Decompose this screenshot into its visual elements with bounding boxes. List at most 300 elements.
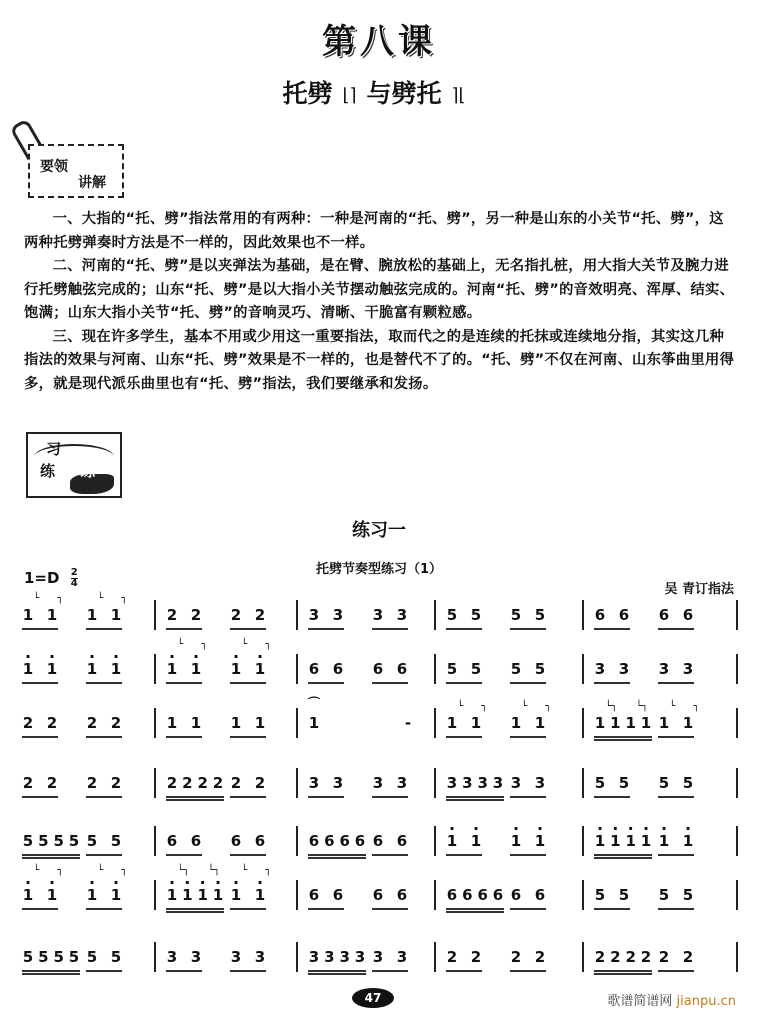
beam-underline: [166, 628, 202, 630]
tuo-pi-mark-icon: └: [177, 639, 184, 650]
beam-underline: [308, 908, 344, 910]
score-row: [22, 639, 738, 690]
beam-underline: [86, 970, 122, 972]
note: · 1 └: [230, 660, 242, 686]
note: · 1: [46, 660, 58, 686]
note: 2: [197, 774, 208, 792]
note: · 1: [110, 660, 122, 686]
note-group: [446, 948, 482, 974]
note: 6: [230, 832, 242, 850]
note: 5: [470, 660, 482, 678]
paragraph-1: 一、大指的“托、劈”指法常用的有两种：一种是河南的“托、劈”，另一种是山东的小关节“托、劈”，这两种托劈弹奏时方法是不一样的，因此效果也不一样。: [24, 211, 724, 251]
note-group: [510, 832, 546, 858]
note-group: [446, 701, 488, 740]
note: 2: [254, 606, 266, 624]
note: · 1 └: [22, 886, 34, 912]
note: 2: [594, 948, 606, 966]
note-group: [166, 639, 208, 686]
note: 3: [190, 948, 202, 966]
note-group: [230, 865, 272, 912]
note: 3: [332, 606, 344, 624]
note: 2: [166, 606, 178, 624]
beam-underline: [166, 854, 202, 856]
note: 6: [618, 606, 630, 624]
note: 6: [396, 832, 408, 850]
beam-underline-double: [22, 973, 80, 975]
beam-underline-double: [446, 911, 504, 913]
note: · 1 ┐: [190, 660, 202, 686]
beam-underline: [308, 628, 344, 630]
beam-underline: [86, 796, 122, 798]
exercise-title: 练习一: [352, 520, 406, 541]
score-row: [22, 865, 738, 916]
note: 6: [190, 832, 202, 850]
note-group: [308, 886, 344, 912]
note: 1 ┐: [470, 701, 488, 732]
tuo-pi-mark-icon: └: [241, 639, 248, 650]
beam-underline: [372, 682, 408, 684]
beam-underline: [166, 908, 224, 910]
note: 5: [110, 948, 122, 966]
explanation-text: [24, 208, 736, 396]
note-group: [230, 606, 266, 632]
beam-underline: [308, 682, 344, 684]
note-group: [22, 865, 64, 912]
beam-underline: [22, 796, 58, 798]
note: 2: [86, 714, 98, 732]
badge-practice-char1: 习: [46, 440, 62, 458]
bar-line: [154, 768, 156, 798]
rest-dash: -: [404, 714, 412, 732]
bar-line: [296, 826, 298, 856]
beam-underline: [22, 736, 58, 738]
note-group: [510, 606, 546, 632]
note-group: [86, 832, 122, 858]
note-group: [594, 606, 630, 632]
beam-underline: [594, 796, 630, 798]
bar-line: [582, 768, 584, 798]
note: 3: [658, 660, 670, 678]
badge-line2: 讲解: [78, 175, 106, 191]
beam-underline: [86, 854, 122, 856]
note: 1 ┐: [46, 593, 64, 624]
note: 2: [166, 774, 178, 792]
bar-line: [736, 942, 738, 972]
note: · 1: [446, 832, 458, 858]
note: 2: [510, 948, 522, 966]
beam-underline: [22, 908, 58, 910]
beam-underline: [308, 970, 366, 972]
bar-line: [154, 880, 156, 910]
note: 1 └┐: [625, 701, 648, 732]
note-group: [230, 639, 272, 686]
note: 5: [534, 606, 546, 624]
note: 6: [396, 886, 408, 904]
note: 5: [38, 948, 49, 966]
note: 5: [618, 774, 630, 792]
note: · 1: [181, 886, 193, 912]
beam-underline: [594, 682, 630, 684]
note: 5: [658, 886, 670, 904]
note-group: [372, 606, 408, 632]
tuo-pi-symbol-icon: ⌊⌉: [342, 84, 357, 106]
note: 3: [682, 660, 694, 678]
score-row: [22, 592, 738, 636]
note-group: [86, 714, 122, 740]
bar-line: [434, 768, 436, 798]
note: 5: [110, 832, 122, 850]
bar-line: [296, 600, 298, 630]
note: 6: [254, 832, 266, 850]
bar-line: [434, 654, 436, 684]
bar-line: [296, 654, 298, 684]
key-signature: [24, 568, 78, 589]
badge-practice-char2: 练: [40, 462, 56, 480]
beam-underline: [510, 908, 546, 910]
note: 1: [230, 714, 242, 732]
note: 2: [22, 714, 34, 732]
note-group: [446, 886, 504, 912]
note: 1 └: [22, 593, 40, 624]
note-group: [86, 774, 122, 800]
note: 5: [68, 832, 80, 850]
note-group: [308, 660, 344, 686]
note: · 1: [640, 832, 652, 858]
note: 3: [166, 948, 178, 966]
beam-underline: [230, 796, 266, 798]
note: 3: [230, 948, 242, 966]
tuo-pi-mark-icon: ┐: [265, 865, 272, 876]
note: 6: [510, 886, 522, 904]
note: 6: [594, 606, 606, 624]
beam-underline: [308, 854, 366, 856]
note: · 1 └┐: [197, 886, 209, 912]
beam-underline: [658, 970, 694, 972]
bar-line: [582, 942, 584, 972]
note: · 1: [594, 832, 606, 858]
beam-underline: [594, 970, 652, 972]
note: 6: [324, 832, 335, 850]
note-group: [166, 714, 202, 740]
beam-underline: [166, 682, 202, 684]
beam-underline: [446, 908, 504, 910]
beam-underline: [446, 970, 482, 972]
note-group: [658, 701, 700, 740]
note-group: [510, 701, 552, 740]
note: 6: [332, 660, 344, 678]
note: 3: [446, 774, 458, 792]
note-group: [446, 832, 482, 858]
tuo-pi-mark-icon: └: [241, 865, 248, 876]
note: 5: [594, 886, 606, 904]
bar-line: [434, 880, 436, 910]
subtitle-mid: 与劈托: [366, 79, 442, 108]
note: 3: [308, 606, 320, 624]
exercise-subtitle: 托劈节奏型练习（1）: [315, 562, 443, 577]
note: 6: [339, 832, 350, 850]
note: 1 ┐: [534, 701, 552, 732]
tuo-pi-mark-icon: ┐: [201, 639, 208, 650]
beam-underline: [166, 736, 202, 738]
note: 3: [332, 774, 344, 792]
note: 2: [230, 774, 242, 792]
beam-underline: [166, 796, 224, 798]
bar-line: [296, 768, 298, 798]
note: 5: [658, 774, 670, 792]
note: 3: [594, 660, 606, 678]
note: 5: [470, 606, 482, 624]
note: · 1 └: [230, 886, 242, 912]
note: · 1: [470, 832, 482, 858]
note-group: [658, 832, 694, 858]
beam-underline: [86, 908, 122, 910]
note-group: [372, 774, 408, 800]
note-group: [510, 886, 546, 912]
note-group: [510, 660, 546, 686]
note: · 1 └┐: [166, 886, 178, 912]
note: 2: [254, 774, 266, 792]
note: 2: [110, 774, 122, 792]
bar-line: [154, 654, 156, 684]
bar-line: [736, 600, 738, 630]
beam-underline: [658, 854, 694, 856]
lesson-title: 第八课: [322, 22, 436, 62]
pi-tuo-symbol-icon: ⌉⌊: [451, 84, 466, 106]
note: 2: [682, 948, 694, 966]
bar-line: [582, 826, 584, 856]
note-group: [308, 832, 366, 858]
note: 2: [470, 948, 482, 966]
note-group: [594, 948, 652, 974]
note: 3: [396, 774, 408, 792]
note: 6: [462, 886, 473, 904]
subtitle-part1: 托劈: [282, 79, 333, 108]
watermark: [607, 990, 736, 1009]
note-group: [22, 714, 58, 740]
note-group: [22, 832, 80, 858]
beam-underline-double: [308, 857, 366, 859]
bar-line: [582, 654, 584, 684]
beam-underline-double: [594, 739, 652, 741]
note: 5: [22, 948, 34, 966]
beam-underline-double: [308, 973, 366, 975]
beam-underline: [308, 796, 344, 798]
bar-line: [582, 600, 584, 630]
note: 5: [446, 606, 458, 624]
note: · 1 ┐: [110, 886, 122, 912]
beam-underline: [230, 628, 266, 630]
note-group: [308, 774, 344, 800]
note: 2: [625, 948, 636, 966]
beam-underline: [658, 628, 694, 630]
paragraph-3: 三、现在许多学生，基本不用或少用这一重要指法，取而代之的是连续的托抹或连续地分指，其实这几种指法的效果与河南、山东“托、劈”效果是不一样的，也是替代不了的。“托、劈”不仅在河南、山东筝曲里用得多，就是现代派乐曲里也有“托、劈”指法，我们要继承和发扬。: [24, 328, 735, 392]
note: 2: [46, 774, 58, 792]
note: 5: [510, 660, 522, 678]
note: · 1: [86, 660, 98, 686]
tuo-pi-mark-icon: └: [33, 593, 40, 604]
note: 3: [254, 948, 266, 966]
note-group: [166, 832, 202, 858]
score-row: [22, 934, 738, 978]
beam-underline: [446, 628, 482, 630]
note-group: [658, 660, 694, 686]
beam-underline: [86, 682, 122, 684]
note: 3: [396, 948, 408, 966]
beam-underline-double: [594, 973, 652, 975]
note: 1: [640, 714, 652, 732]
note: 3: [324, 948, 335, 966]
note: 3: [339, 948, 350, 966]
tuo-pi-mark-icon: ┐: [545, 701, 552, 712]
bar-line: [582, 880, 584, 910]
bar-line: [434, 600, 436, 630]
tuo-pi-mark-icon: └┐: [207, 865, 220, 876]
beam-underline: [594, 736, 652, 738]
beam-underline: [22, 628, 58, 630]
note-group: [446, 774, 504, 800]
note: 1 ⌒: [308, 696, 321, 732]
note: 6: [308, 886, 320, 904]
note-group: [372, 832, 408, 858]
bar-line: [154, 826, 156, 856]
note-group: [658, 606, 694, 632]
beam-underline: [510, 854, 546, 856]
note: 1 ┐: [682, 701, 700, 732]
beam-underline: [22, 682, 58, 684]
tuo-pi-mark-icon: ┐: [57, 593, 64, 604]
note-group: [594, 774, 630, 800]
note: · 1: [534, 832, 546, 858]
note: · 1: [22, 660, 34, 686]
lesson-subtitle: [0, 74, 758, 110]
note: 2: [212, 774, 224, 792]
note: 6: [372, 660, 384, 678]
note-group: [166, 606, 202, 632]
note: 1: [610, 714, 621, 732]
note-group: [658, 886, 694, 912]
beam-underline: [86, 628, 122, 630]
note-group: [594, 832, 652, 858]
note-group: [594, 886, 630, 912]
note: 2: [640, 948, 652, 966]
note: 1 └: [658, 701, 676, 732]
beam-underline-double: [446, 799, 504, 801]
bar-line: [154, 942, 156, 972]
beam-underline: [594, 908, 630, 910]
note-group: [510, 948, 546, 974]
note-group: [308, 948, 366, 974]
explanation-badge: [18, 120, 122, 200]
note: 2: [534, 948, 546, 966]
beam-underline: [446, 736, 482, 738]
note-group: [372, 948, 408, 974]
note: 3: [477, 774, 488, 792]
note: 1 └: [510, 701, 528, 732]
note-group: [446, 660, 482, 686]
note: 5: [86, 948, 98, 966]
note: 5: [446, 660, 458, 678]
note-group: [230, 714, 266, 740]
note: 3: [510, 774, 522, 792]
badge-practice-char3: 练: [80, 462, 96, 480]
note: 1: [254, 714, 266, 732]
note: · 1 └: [86, 886, 98, 912]
score-row: [22, 696, 738, 744]
note: 5: [86, 832, 98, 850]
beam-underline: [658, 796, 694, 798]
note-group: [308, 696, 321, 740]
note: 3: [492, 774, 504, 792]
note: 6: [396, 660, 408, 678]
note: 2: [46, 714, 58, 732]
note: 5: [534, 660, 546, 678]
note: 5: [38, 832, 49, 850]
note: 3: [534, 774, 546, 792]
tuo-pi-mark-icon: └┐: [177, 865, 190, 876]
tuo-pi-mark-icon: └: [521, 701, 528, 712]
note-group: [230, 948, 266, 974]
bar-line: [736, 826, 738, 856]
note: 2: [658, 948, 670, 966]
tuo-pi-mark-icon: ┐: [265, 639, 272, 650]
beam-underline: [230, 682, 266, 684]
bar-line: [296, 880, 298, 910]
page-number: 47: [352, 988, 394, 1008]
note: 3: [372, 948, 384, 966]
note: · 1: [609, 832, 621, 858]
tuo-pi-mark-icon: └┐: [605, 701, 618, 712]
beam-underline: [372, 628, 408, 630]
note-group: [230, 832, 266, 858]
note: 2: [446, 948, 458, 966]
note: 5: [22, 832, 34, 850]
beam-underline: [372, 908, 408, 910]
note: 3: [308, 948, 320, 966]
note: 3: [372, 774, 384, 792]
fingering-author: 吴 青订指法: [664, 582, 734, 597]
tuo-pi-mark-icon: └: [97, 865, 104, 876]
note: · 1: [212, 886, 224, 912]
tuo-pi-mark-icon: └: [97, 593, 104, 604]
tuo-pi-mark-icon: ┐: [121, 865, 128, 876]
note: 6: [658, 606, 670, 624]
note: · 1: [682, 832, 694, 858]
beam-underline: [22, 854, 80, 856]
note: 2: [86, 774, 98, 792]
watermark-cn: 歌谱简谱网: [607, 994, 673, 1009]
score-row: [22, 818, 738, 862]
beam-underline: [230, 908, 266, 910]
fermata-icon: ⌒: [308, 696, 321, 710]
bar-line: [736, 768, 738, 798]
note: 5: [53, 832, 64, 850]
note: 3: [354, 948, 366, 966]
note: 2: [610, 948, 621, 966]
note: 6: [682, 606, 694, 624]
note: 6: [492, 886, 504, 904]
note: 1 ┐: [110, 593, 128, 624]
note-group: [372, 886, 408, 912]
note: 5: [594, 774, 606, 792]
note: 6: [446, 886, 458, 904]
paragraph-2: 二、河南的“托、劈”是以夹弹法为基础，是在臂、腕放松的基础上，无名指扎桩，用大指大关节及腕力进行托劈触弦完成的；山东“托、劈”是以大指小关节摆动触弦完成的。河南“托、劈”的音效明亮、浑厚、结实、饱满；山东大指小关节“托、劈”的音响灵巧、清晰、干脆富有颗粒感。: [24, 258, 735, 321]
note-group: [86, 593, 128, 632]
tuo-pi-mark-icon: ┐: [693, 701, 700, 712]
note: 6: [166, 832, 178, 850]
note: 6: [354, 832, 366, 850]
bar-line: [736, 654, 738, 684]
note-group: [166, 948, 202, 974]
